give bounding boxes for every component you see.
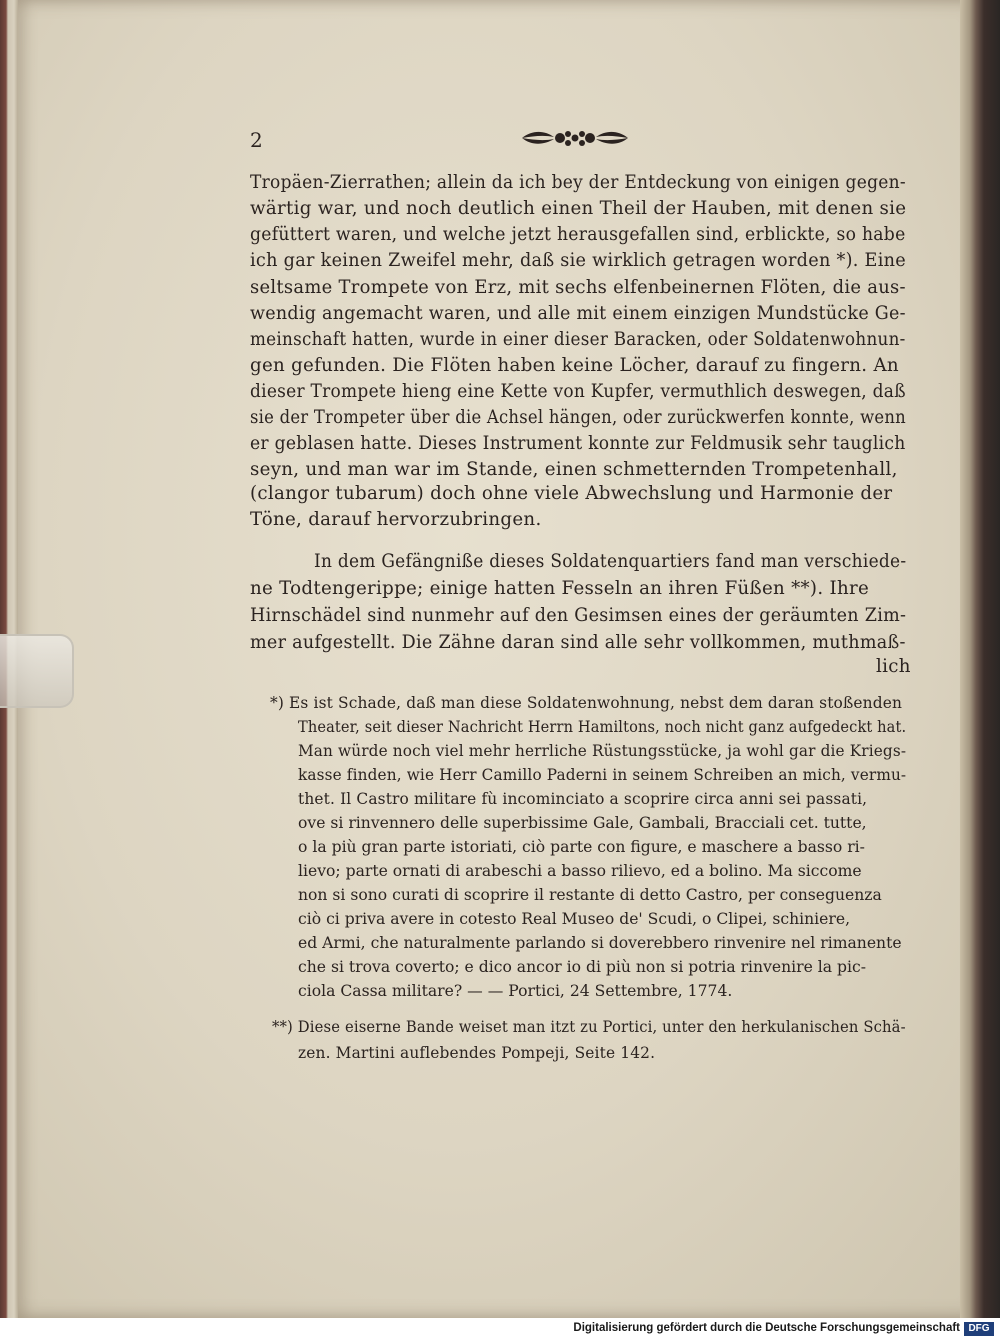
main-text-line: Hirnschädel sind nunmehr auf den Gesimsen eines der geräumten Zim- <box>250 605 907 626</box>
main-text-line: (clangor tubarum) doch ohne viele Abwechslung und Harmonie der <box>250 483 893 504</box>
page-clip <box>0 634 74 708</box>
main-text-line: sie der Trompeter über die Achsel hängen, oder zurückwerfen konnte, wenn <box>250 407 906 428</box>
footnote-line: **) Diese eiserne Bande weiset man itzt zu Portici, unter den herkulanischen Schä- <box>272 1018 906 1036</box>
footnote-line: *) Es ist Schade, daß man diese Soldatenwohnung, nebst dem daran stoßenden <box>270 694 903 712</box>
main-text-line: In dem Gefängniße dieses Soldatenquartiers fand man verschiede- <box>314 551 907 572</box>
footnote-line: zen. Martini auflebendes Pompeji, Seite 142. <box>298 1044 656 1062</box>
main-text-line: wärtig war, und noch deutlich einen Theil der Hauben, mit denen sie <box>250 198 907 219</box>
footnote-line: ciola Cassa militare? — — Portici, 24 Settembre, 1774. <box>298 982 733 1000</box>
footnote-line: Man würde noch viel mehr herrliche Rüstungsstücke, ja wohl gar die Kriegs- <box>298 742 907 760</box>
main-text-line: er geblasen hatte. Dieses Instrument konnte zur Feldmusik sehr tauglich <box>250 433 906 454</box>
dfg-logo: DFG <box>964 1322 994 1336</box>
footnote-line: lievo; parte ornati di arabeschi a basso rilievo, ed a bolino. Ma siccome <box>298 862 862 880</box>
main-text-line: seltsame Trompete von Erz, mit sechs elfenbeinernen Flöten, die aus- <box>250 277 906 298</box>
book-right-edge <box>960 0 1000 1318</box>
funding-credit: Digitalisierung gefördert durch die Deutsche Forschungsgemeinschaft <box>573 1322 960 1334</box>
footnote-line: ciò ci priva avere in cotesto Real Museo de' Scudi, o Clipei, schiniere, <box>298 910 851 928</box>
footnote-line: che si trova coverto; e dico ancor io di più non si potria rinvenire la pic- <box>298 958 867 976</box>
main-text-line: Töne, darauf hervorzubringen. <box>250 509 542 530</box>
main-text-line: gen gefunden. Die Flöten haben keine Löcher, darauf zu fingern. An <box>250 355 899 376</box>
main-text-line: mer aufgestellt. Die Zähne daran sind alle sehr vollkommen, muthmaß- <box>250 632 906 653</box>
ornament-icon <box>520 124 630 152</box>
footnote-line: ove si rinvennero delle superbissime Gale, Gambali, Bracciali cet. tutte, <box>298 814 867 832</box>
main-text-line: ne Todtengerippe; einige hatten Fesseln an ihren Füßen **). Ihre <box>250 578 870 599</box>
main-text-line: dieser Trompete hieng eine Kette von Kupfer, vermuthlich deswegen, daß <box>250 381 906 402</box>
footnote-line: ed Armi, che naturalmente parlando si doverebbero rinvenire nel rimanente <box>298 934 902 952</box>
main-text-line: Tropäen-Zierrathen; allein da ich bey der Entdeckung von einigen gegen- <box>250 172 906 193</box>
footnote-line: non si sono curati di scoprire il restante di detto Castro, per conseguenza <box>298 886 882 904</box>
main-text-line: seyn, und man war im Stande, einen schmetternden Trompetenhall, <box>250 459 898 480</box>
main-text-line: gefüttert waren, und welche jetzt herausgefallen sind, erblickte, so habe <box>250 224 906 245</box>
page-number: 2 <box>250 128 263 152</box>
main-text-line: meinschaft hatten, wurde in einer dieser Baracken, oder Soldatenwohnun- <box>250 329 906 350</box>
main-text-line: wendig angemacht waren, und alle mit einem einzigen Mundstücke Ge- <box>250 303 906 324</box>
footnote-line: kasse finden, wie Herr Camillo Paderni in seinem Schreiben an mich, vermu- <box>298 766 907 784</box>
main-text-line: ich gar keinen Zweifel mehr, daß sie wirklich getragen worden *). Eine <box>250 250 906 271</box>
footnote-line: thet. Il Castro militare fù incominciato a scoprire circa anni sei passati, <box>298 790 868 808</box>
footnote-line: o la più gran parte istoriati, ciò parte con figure, e maschere a basso ri- <box>298 838 865 856</box>
footnote-line: Theater, seit dieser Nachricht Herrn Hamiltons, noch nicht ganz aufgedeckt hat. <box>298 718 907 736</box>
catchword: lich <box>876 656 911 677</box>
